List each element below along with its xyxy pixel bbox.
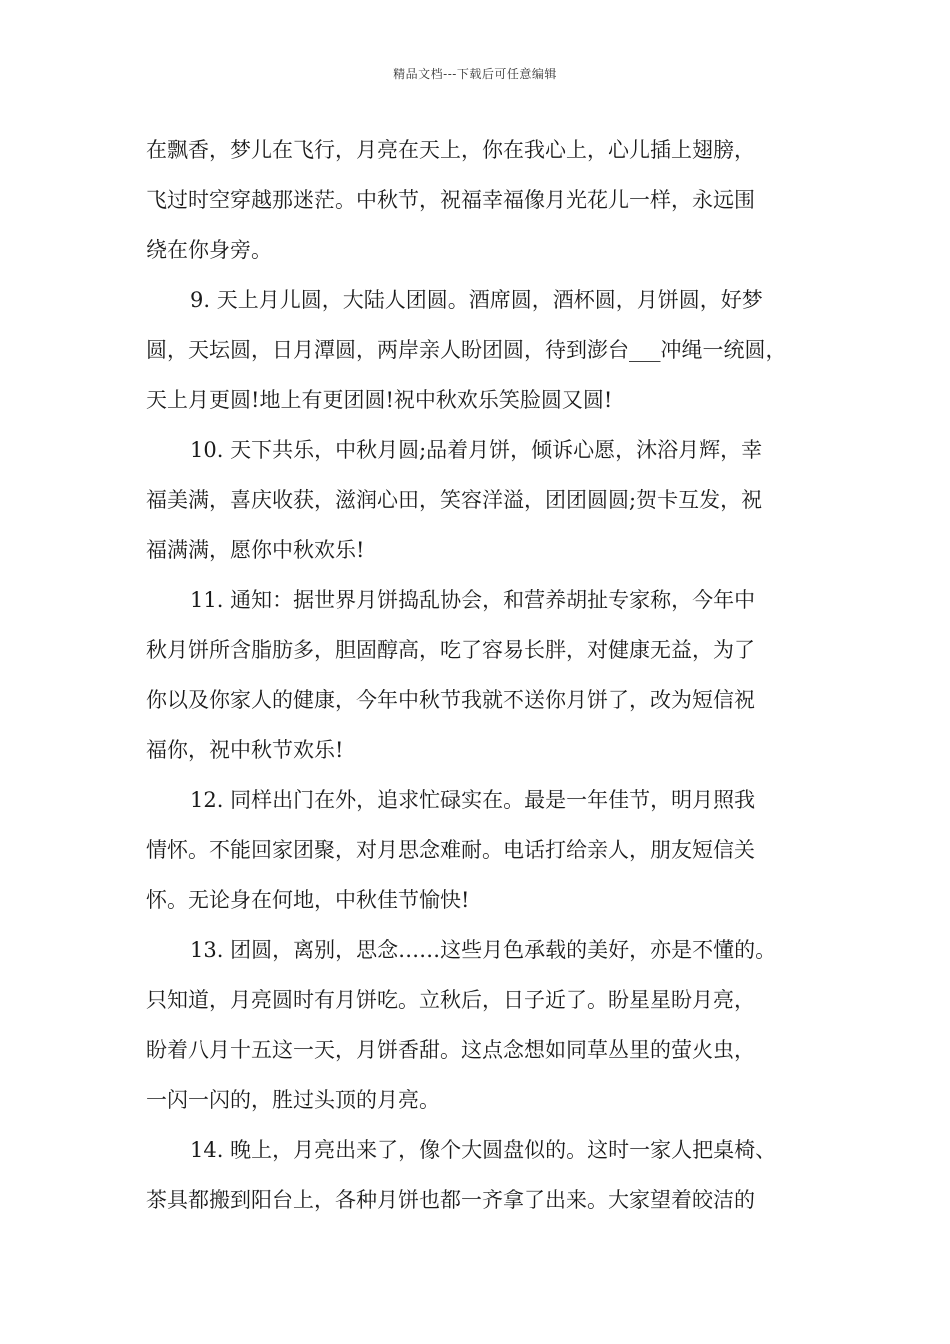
text-line: 11. 通知：据世界月饼捣乱协会，和营养胡扯专家称，今年中 [190,588,756,612]
text-line: 只知道，月亮圆时有月饼吃。立秋后，日子近了。盼星星盼月亮， [146,988,755,1012]
text-line: 怀。无论身在何地，中秋佳节愉快! [146,888,470,912]
text-line: 飞过时空穿越那迷茫。中秋节，祝福幸福像月光花儿一样，永远围 [146,188,755,212]
text-line: 绕在你身旁。 [146,238,272,262]
text-line: 福美满，喜庆收获，滋润心田，笑容洋溢，团团圆圆;贺卡互发，祝 [146,488,763,512]
text-line: 在飘香，梦儿在飞行，月亮在天上，你在我心上，心儿插上翅膀， [146,138,755,162]
text-line: 10. 天下共乐，中秋月圆;品着月饼，倾诉心愿，沐浴月辉，幸 [190,438,763,462]
text-line: 圆，天坛圆，日月潭圆，两岸亲人盼团圆，待到澎台___冲绳一统圆， [146,338,787,362]
text-line: 12. 同样出门在外，追求忙碌实在。最是一年佳节，明月照我 [190,788,756,812]
page-header: 精品文档---下载后可任意编辑 [393,67,557,81]
text-line: 14. 晚上，月亮出来了，像个大圆盘似的。这时一家人把桌椅、 [190,1138,777,1162]
text-line: 9. 天上月儿圆，大陆人团圆。酒席圆，酒杯圆，月饼圆，好梦 [190,288,763,312]
text-line: 你以及你家人的健康，今年中秋节我就不送你月饼了，改为短信祝 [146,688,755,712]
text-line: 秋月饼所含脂肪多，胆固醇高，吃了容易长胖，对健康无益，为了 [146,638,755,662]
document-body [146,130,836,1230]
text-line: 福满满，愿你中秋欢乐! [146,538,365,562]
text-line: 茶具都搬到阳台上，各种月饼也都一齐拿了出来。大家望着皎洁的 [146,1188,755,1212]
text-line: 天上月更圆!地上有更团圆!祝中秋欢乐笑脸圆又圆! [146,388,613,412]
text-line: 福你，祝中秋节欢乐! [146,738,344,762]
text-line: 一闪一闪的，胜过头顶的月亮。 [146,1088,440,1112]
text-line: 13. 团圆，离别，思念……这些月色承载的美好，亦是不懂的。 [190,938,777,962]
text-line: 情怀。不能回家团聚，对月思念难耐。电话打给亲人，朋友短信关 [146,838,755,862]
text-line: 盼着八月十五这一天，月饼香甜。这点念想如同草丛里的萤火虫， [146,1038,755,1062]
